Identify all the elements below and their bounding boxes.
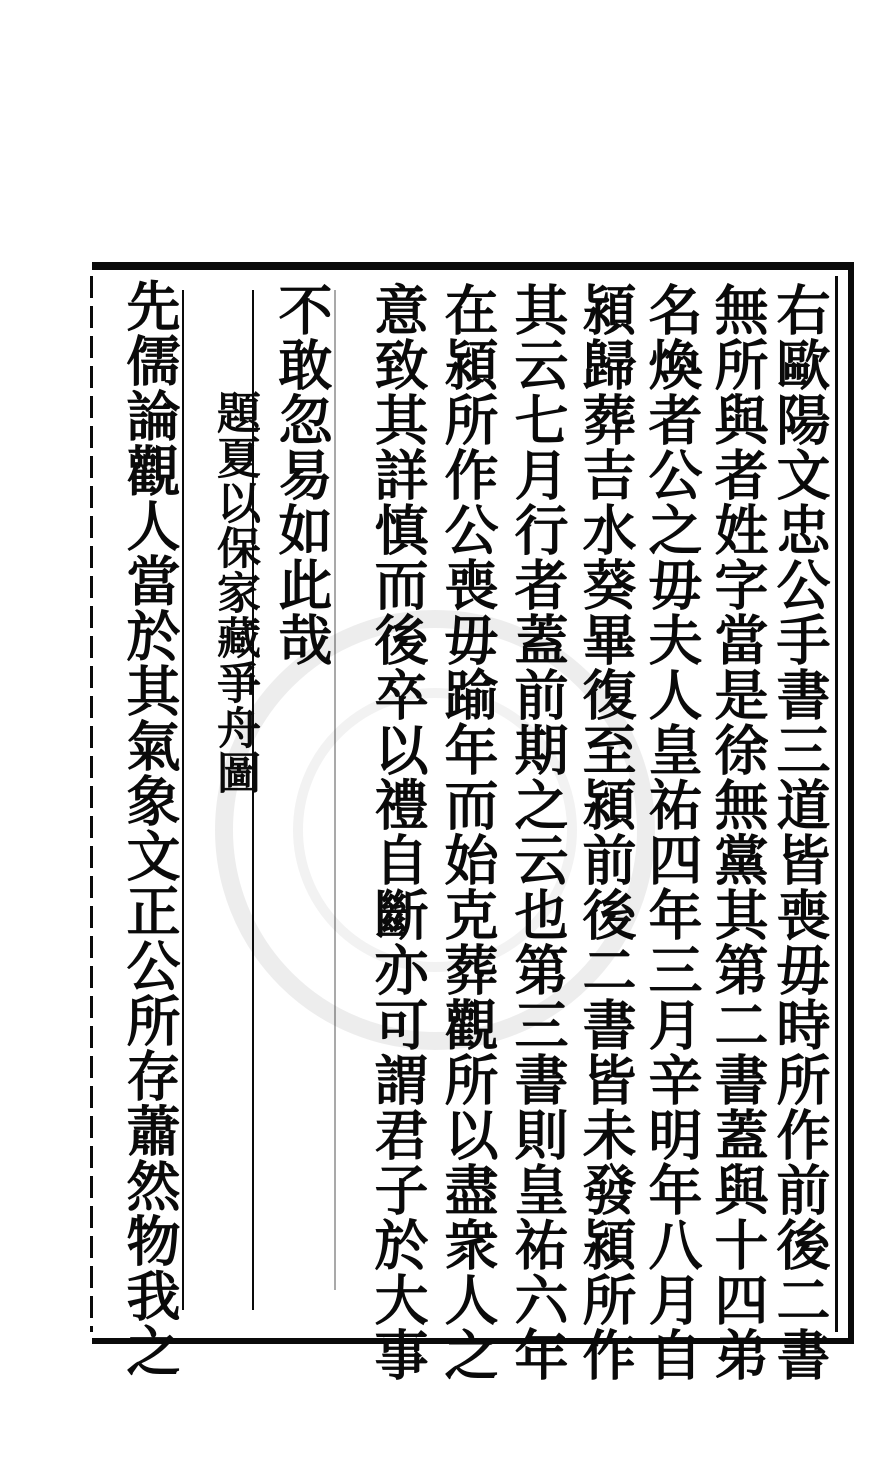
frame-inner-rule bbox=[835, 276, 838, 1332]
text-column-10: 先儒論觀人當於其氣象文正公所存蕭然物我之 bbox=[118, 278, 182, 1378]
text-column-4: 潁歸葬吉水葵畢復至潁前後二書皆未發潁所作 bbox=[574, 282, 638, 1382]
text-column-7: 意致其詳慎而後卒以禮自斷亦可謂君子於大事 bbox=[366, 282, 430, 1382]
frame-left-edge bbox=[90, 276, 93, 1332]
text-column-1: 右歐陽文忠公手書三道皆喪毋時所作前後二書 bbox=[768, 282, 832, 1382]
text-column-5: 其云七月行者蓋前期之云也第三書則皇祐六年 bbox=[506, 282, 570, 1382]
text-column-8: 不敢忽易如此哉 bbox=[270, 282, 334, 667]
section-title: 題夏以保家藏爭舟圖 bbox=[209, 390, 260, 795]
column-rule bbox=[334, 290, 336, 1290]
column-rule bbox=[182, 290, 184, 1310]
text-column-3: 名煥者公之毋夫人皇祐四年三月辛明年八月自 bbox=[640, 282, 704, 1382]
text-column-2: 無所與者姓字當是徐無黨其第二書蓋與十四弟 bbox=[706, 282, 770, 1382]
text-column-6: 在潁所作公喪毋踰年而始克葬觀所以盡衆人之 bbox=[436, 282, 500, 1382]
